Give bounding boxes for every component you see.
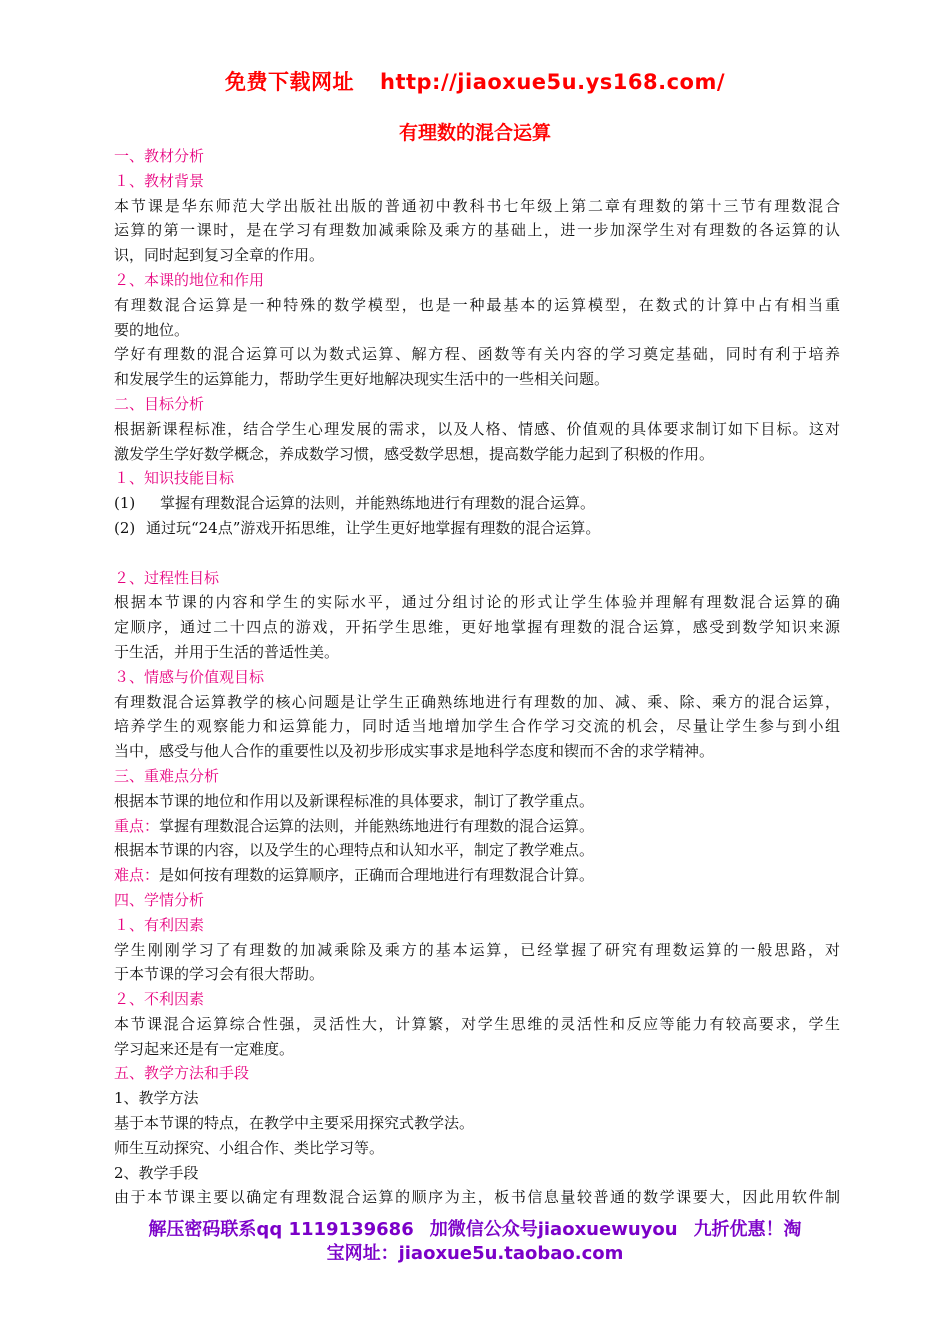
key-point-text: 掌握有理数混合运算的法则，并能熟练地进行有理数的混合运算。 [159,816,595,835]
document-body [114,144,840,1210]
section-heading: 一、教材分析 [114,147,205,165]
paragraph-line: 本节课是华东师范大学出版社出版的普通初中教科书七年级上第二章有理数的第十三节有理数混合 [114,196,840,215]
section-heading: 五、教学方法和手段 [114,1064,250,1083]
promo-footer [0,1218,950,1266]
subsection-heading: ２、过程性目标 [114,568,220,587]
paragraph-line: 学习起来还是有一定难度。 [114,1039,295,1058]
paragraph-line: 由于本节课主要以确定有理数混合运算的顺序为主，板书信息量较普通的数学课要大，因此用软件制 [114,1188,840,1207]
paragraph-line: 学好有理数的混合运算可以为数式运算、解方程、函数等有关内容的学习奠定基础，同时有利于培养 [114,345,840,364]
header-label: 免费下载网址 [225,70,354,94]
footer-shop-link[interactable]: 宝网址：jiaoxue5u.taobao.com [326,1243,624,1264]
subsection-heading: 1、教学方法 [114,1089,199,1108]
paragraph-line: 学生刚刚学习了有理数的加减乘除及乘方的基本运算，已经掌握了研究有理数运算的一般思路，对 [114,940,840,959]
paragraph-line: 师生互动探究、小组合作、类比学习等。 [114,1138,385,1157]
document-title: 有理数的混合运算 [398,122,551,144]
download-header [0,66,950,96]
subsection-heading: 2、教学手段 [114,1163,199,1182]
footer-promo: 九折优惠！淘 [693,1219,802,1240]
paragraph-line: 根据本节课的内容和学生的实际水平，通过分组讨论的形式让学生体验并理解有理数混合运算的确 [114,593,840,612]
paragraph-line: 根据本节课的地位和作用以及新课程标准的具体要求，制订了教学重点。 [114,791,595,810]
list-item [114,491,840,516]
paragraph-line: 有理数混合运算是一种特殊的数学模型，也是一种最基本的运算模型，在数式的计算中占有相当重 [114,295,840,314]
paragraph-line: 基于本节课的特点，在教学中主要采用探究式教学法。 [114,1114,475,1133]
subsection-heading: １、知识技能目标 [114,469,235,488]
paragraph-line: 识，同时起到复习全章的作用。 [114,246,325,265]
paragraph-line: 于生活，并用于生活的普适性美。 [114,642,340,661]
paragraph-line: 本节课混合运算综合性强，灵活性大，计算繁，对学生思维的灵活性和反应等能力有较高要求，学生 [114,1014,840,1033]
paragraph-line: 运算的第一课时，是在学习有理数加减乘除及乘方的基础上，进一步加深学生对有理数的各运算的认 [114,221,840,240]
paragraph-line: 要的地位。 [114,320,190,339]
subsection-heading: ２、本课的地位和作用 [114,270,265,289]
list-text: 掌握有理数混合运算的法则，并能熟练地进行有理数的混合运算。 [160,494,596,513]
paragraph-line: 培养学生的观察能力和运算能力，同时适当地增加学生合作学习交流的机会，尽量让学生参与到小组 [114,717,840,736]
footer-wechat: 加微信公众号jiaoxuewuyou [429,1219,678,1240]
difficulty-label: 难点： [114,866,160,885]
header-url-link[interactable]: http://jiaoxue5u.ys168.com/ [380,70,725,94]
blank-line [114,541,840,566]
subsection-heading: ２、不利因素 [114,990,205,1009]
paragraph-line: 于本节课的学习会有很大帮助。 [114,965,325,984]
paragraph-line: 和发展学生的运算能力，帮助学生更好地解决现实生活中的一些相关问题。 [114,370,610,389]
key-point-label: 重点： [114,816,160,835]
paragraph-line: 激发学生学好数学概念，养成数学习惯，感受数学思想，提高数学能力起到了积极的作用。 [114,444,715,463]
list-number: (1) [114,494,136,513]
section-heading: 四、学情分析 [114,890,205,909]
paragraph-line: 定顺序，通过二十四点的游戏，开拓学生思维，更好地掌握有理数的混合运算，感受到数学知识来源 [114,618,840,637]
key-point-line [114,814,840,839]
section-heading: 二、目标分析 [114,394,205,413]
difficulty-line [114,863,840,888]
list-number: (2) [114,518,136,537]
paragraph-line: 根据新课程标准，结合学生心理发展的需求，以及人格、情感、价值观的具体要求制订如下目标。这对 [114,419,840,438]
section-heading: 三、重难点分析 [114,766,220,785]
subsection-heading: ３、情感与价值观目标 [114,667,265,686]
paragraph-line: 有理数混合运算教学的核心问题是让学生正确熟练地进行有理数的加、减、乘、除、乘方的混合运算， [114,692,840,711]
list-text: 通过玩“24点”游戏开拓思维，让学生更好地掌握有理数的混合运算。 [146,518,601,537]
difficulty-text: 是如何按有理数的运算顺序，正确而合理地进行有理数混合计算。 [159,866,595,885]
list-item [114,516,840,541]
subsection-heading: １、有利因素 [114,915,205,934]
footer-qq: 解压密码联系qq 1119139686 [148,1219,414,1240]
subsection-heading: １、教材背景 [114,171,205,190]
paragraph-line: 根据本节课的内容，以及学生的心理特点和认知水平，制定了教学难点。 [114,841,595,860]
footer-line-1 [0,1218,950,1242]
paragraph-line: 当中，感受与他人合作的重要性以及初步形成实事求是地科学态度和锲而不舍的求学精神。 [114,742,715,761]
